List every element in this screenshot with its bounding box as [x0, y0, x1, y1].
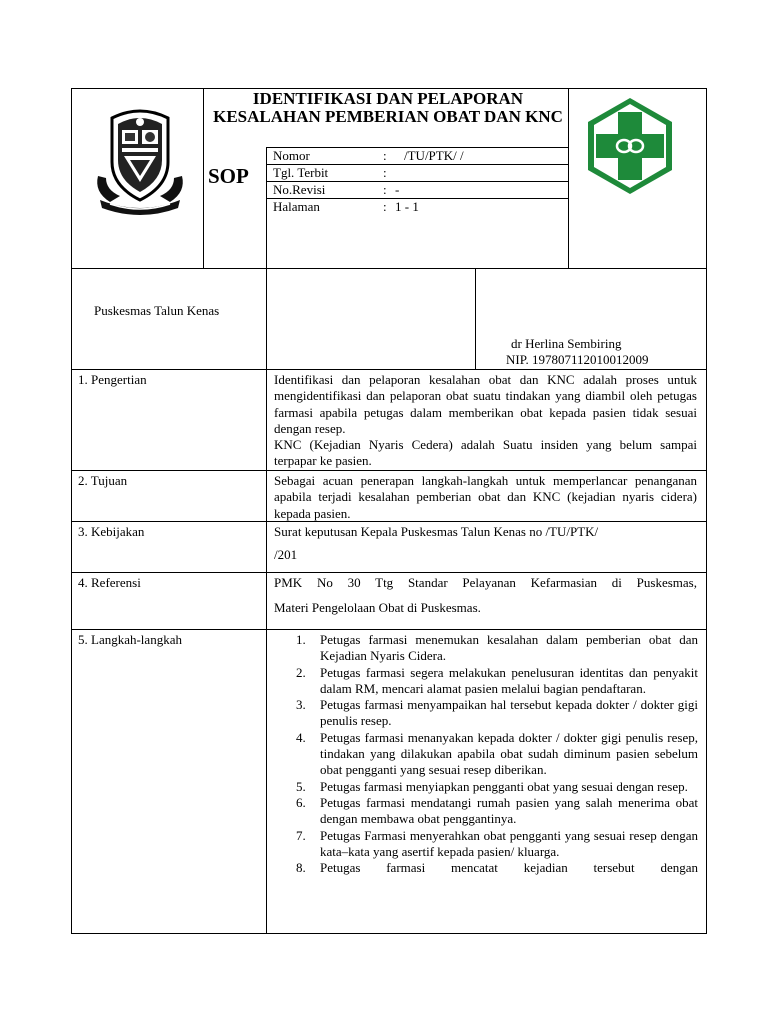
- list-item: [274, 828, 698, 861]
- meta-sep: :: [383, 165, 387, 180]
- sop-label: SOP: [208, 164, 249, 188]
- signatory-nip: NIP. 197807112010012009: [506, 352, 649, 367]
- referensi-line-1: [274, 575, 697, 591]
- regional-seal-logo: [92, 104, 188, 216]
- meta-sep: :: [383, 182, 387, 197]
- list-item: [274, 779, 698, 795]
- document-title: IDENTIFIKASI DAN PELAPORAN KESALAHAN PEMBERIAN OBAT DAN KNC: [213, 89, 563, 126]
- meta-key: Nomor: [273, 148, 310, 163]
- list-item: [274, 697, 698, 730]
- list-item-number: 3.: [296, 697, 306, 713]
- meta-key: No.Revisi: [273, 182, 326, 197]
- pengertian-text: [274, 372, 697, 470]
- kebijakan-line-2: /201: [274, 547, 298, 562]
- list-item-text: Petugas farmasi menyampaikan hal tersebut kepada dokter / dokter gigi penulis resep.: [320, 697, 698, 729]
- tujuan-text: Sebagai acuan penerapan langkah-langkah untuk memperlancar penanganan apabila terjadi kesalahan pemberian obat dan KNC (kejadian nyaris cidera) kepada pasien.: [274, 473, 697, 521]
- section-label-langkah: 5. Langkah-langkah: [78, 632, 182, 647]
- section-label-referensi: 4. Referensi: [78, 575, 141, 590]
- meta-key: Tgl. Terbit: [273, 165, 329, 180]
- meta-value: -: [395, 182, 400, 197]
- list-item: [274, 860, 698, 876]
- list-item-number: 1.: [296, 632, 306, 647]
- list-item-text: Petugas Farmasi menyerahkan obat pengganti yang sesuai resep dengan kata–kata yang asertif kepada pasien/ kluarga.: [320, 827, 698, 859]
- pengertian-paragraph-2: KNC (Kejadian Nyaris Cedera) adalah Suatu insiden yang belum sampai terpapar ke pasien.: [274, 437, 697, 469]
- section-label-kebijakan: 3. Kebijakan: [78, 524, 145, 539]
- list-item: [274, 632, 698, 665]
- list-item-text: Petugas farmasi segera melakukan penelusuran identitas dan penyakit dalam RM, mencari alamat pasien melalui bagian pendaftaran.: [320, 664, 698, 696]
- pengertian-paragraph-1: Identifikasi dan pelaporan kesalahan obat dan KNC adalah proses untuk mengidentifikasi dan pelaporan obat suatu tindakan yang diambil oleh petugas farmasi apabila petugas dalam memberikan obat kepada pasien tidak sesuai dengan resep.: [274, 372, 697, 436]
- list-item-number: 8.: [296, 860, 306, 876]
- meta-sep: :: [383, 148, 387, 163]
- referensi-text-1: PMK No 30 Ttg Standar Pelayanan Kefarmasian di Puskesmas,: [274, 575, 697, 590]
- list-item: [274, 665, 698, 698]
- referensi-line-2: Materi Pengelolaan Obat di Puskesmas.: [274, 600, 481, 615]
- meta-value: /TU/PTK/ /: [404, 148, 464, 163]
- section-label-tujuan: 2. Tujuan: [78, 473, 128, 488]
- list-item: [274, 730, 698, 779]
- institution-name: Puskesmas Talun Kenas: [94, 303, 220, 318]
- signatory-name: dr Herlina Sembiring: [511, 336, 622, 351]
- puskesmas-cross-logo: [586, 96, 674, 196]
- meta-value: 1 - 1: [395, 199, 419, 214]
- list-item-number: 6.: [296, 794, 306, 810]
- list-item-text: Petugas farmasi mendatangi rumah pasien yang salah menerima obat dengan membawa obat penggantinya.: [320, 794, 698, 827]
- langkah-list: [274, 632, 698, 876]
- list-item: [274, 795, 698, 828]
- list-item-number: 4.: [296, 729, 306, 745]
- list-item-text: Petugas farmasi menanyakan kepada dokter / dokter gigi penulis resep, tindakan yang dilakukan apabila obat sudah diminum pasien sebelum obat pengganti yang sesuai resep diberikan.: [320, 729, 698, 778]
- kebijakan-line-1: Surat keputusan Kepala Puskesmas Talun Kenas no /TU/PTK/: [274, 524, 599, 539]
- list-item-text: Petugas farmasi mencatat kejadian tersebut dengan: [320, 860, 698, 876]
- meta-sep: :: [383, 199, 387, 214]
- list-item-number: 7.: [296, 827, 306, 843]
- section-label-pengertian: 1. Pengertian: [78, 372, 147, 387]
- list-item-text: Petugas farmasi menyiapkan pengganti obat yang sesuai dengan resep.: [320, 778, 688, 794]
- list-item-text: Petugas farmasi menemukan kesalahan dalam pemberian obat dan Kejadian Nyaris Cidera.: [320, 632, 698, 664]
- meta-key: Halaman: [273, 199, 320, 214]
- list-item-number: 5.: [296, 778, 306, 794]
- list-item-number: 2.: [296, 664, 306, 680]
